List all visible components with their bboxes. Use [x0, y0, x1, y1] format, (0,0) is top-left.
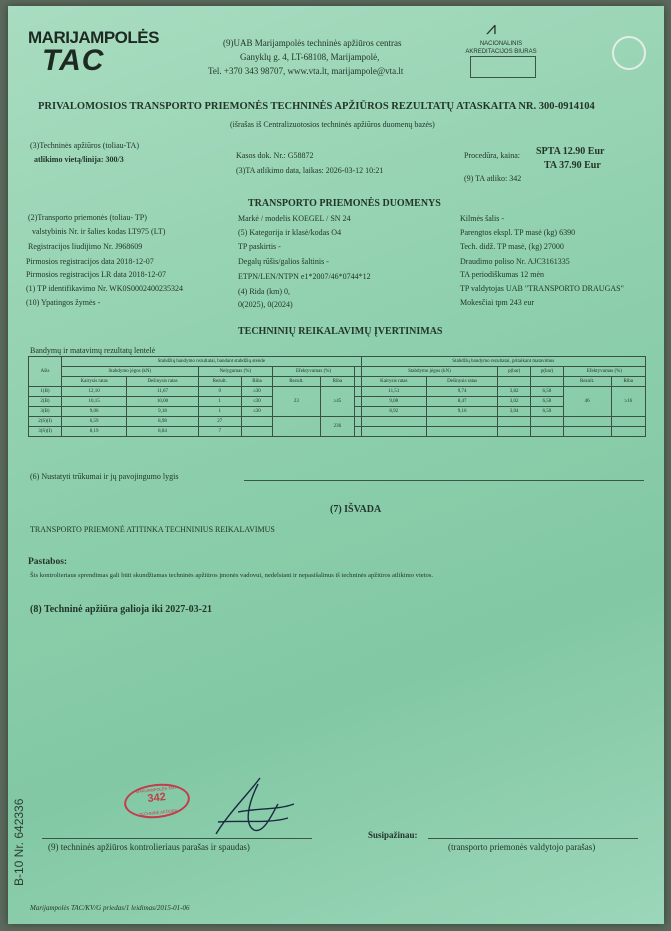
signature-image [208, 774, 298, 844]
col-axis: Ašis [29, 357, 62, 387]
group-parking-brake: Stabdžių bandymo rezultatai, pritaikant matavimus [361, 357, 645, 367]
insurance-policy: Draudimo poliso Nr. AJC3161335 [460, 257, 570, 266]
col-pbar-2: p(bar) [531, 367, 564, 377]
stamp-top-text: MARIJAMPOLĖS TAC [135, 784, 176, 795]
col-left: Kairysis ratas [62, 377, 127, 387]
max-weight: Tech. didž. TP masė, (kg) 27000 [460, 242, 564, 251]
category: (5) Kategorija ir klasė/kodas O4 [238, 228, 342, 237]
watermark-logo-icon [612, 36, 646, 70]
notes-label: Pastabos: [28, 557, 68, 567]
col-fix-result: Rezult. [563, 377, 611, 387]
vehicle-plate: valstybinis Nr. ir šalies kodas LT975 (LT) [32, 227, 166, 236]
col-pbar-4 [531, 377, 564, 387]
mileage-history: 0(2025), 0(2024) [238, 300, 293, 309]
accreditation-name-2: AKREDITACIJOS BIURAS [465, 49, 537, 55]
inspection-period: TA periodiškumas 12 mėn [460, 270, 545, 279]
taxes: Mokesčiai tpm 243 eur [460, 298, 534, 307]
requirements-title: TECHNINIŲ REIKALAVIMŲ ĮVERTINIMAS [238, 326, 443, 337]
origin-country: Kilmės šalis - [460, 214, 504, 223]
controller-signature-line [42, 838, 312, 839]
table-row: 3(B) 9,06 9,18 1 ≤30 8,92 9,16 3,04 6,50 [29, 407, 646, 417]
logo-tac: TAC [42, 44, 105, 77]
conclusion-text: TRANSPORTO PRIEMONĖ ATITINKA TECHNINIUS REIKALAVIMUS [30, 525, 275, 534]
conclusion-title: (7) IŠVADA [330, 504, 382, 515]
price-spta: SPTA 12.90 Eur [536, 146, 605, 157]
col-efficiency: Efektyvumas (%) [273, 367, 355, 377]
col-brake-force-2: Stabdymo jėgos (kN) [361, 367, 498, 377]
vin: (1) TP identifikavimo Nr. WK0S0002400235324 [26, 284, 183, 293]
stamp-number: 342 [146, 791, 167, 805]
inspection-place-value: atlikimo vietą/linija: 300/3 [34, 155, 124, 164]
acknowledged-label: Susipažinau: [368, 830, 418, 840]
table-row: 3(S)(I) 8,19 8,84 7 [29, 427, 646, 437]
accreditation-box [470, 56, 536, 78]
validity: (8) Techninė apžiūra galioja iki 2027-03-21 [30, 604, 212, 615]
col-brake-force: Stabdymo jėgos (kN) [62, 367, 199, 377]
inspection-date: (3)TA atlikimo data, laikas: 2026-03-12 10:21 [236, 166, 384, 175]
org-address: Ganyklų g. 4, LT-68108, Marijampolė, [240, 52, 380, 62]
vehicle-line-1: (2)Transporto priemonės (toliau- TP) [28, 213, 147, 222]
table-caption: Bandymų ir matavimų rezultatų lentelė [30, 346, 156, 355]
col-result: Rezult. [198, 377, 241, 387]
serial-number: B-10 Nr. 642336 [12, 798, 26, 886]
col-efficiency-2: Efektyvumas (%) [563, 367, 645, 377]
report-title: PRIVALOMOSIOS TRANSPORTO PRIEMONĖS TECHNINĖS APŽIŪROS REZULTATŲ ATASKAITA NR. 300-0914104 [38, 101, 595, 112]
inspector-id: (9) TA atliko: 342 [464, 174, 522, 183]
table-row: 2(S)(I) 6,59 8,98 27 236 [29, 417, 646, 427]
inspection-place-label: (3)Techninės apžiūros (toliau-TA) [30, 141, 139, 150]
registration-cert: Registracijos liudijimo Nr. J968609 [28, 242, 143, 251]
mileage-label: (4) Rida (km) 0, [238, 287, 290, 296]
controller-signature-label: (9) techninės apžiūros kontrolieriaus parašas ir spaudas) [48, 842, 250, 852]
stamp-bottom-text: TECHNINĖ APŽIŪRA [138, 807, 178, 817]
col-pbar-1: p(bar) [498, 367, 531, 377]
col-right-2: Dešinysis ratas [426, 377, 497, 387]
fuel-type: Degalų rūšis/galios šaltinis - [238, 257, 329, 266]
org-contacts: Tel. +370 343 98707, www.vta.lt, marijampole@vta.lt [208, 66, 404, 76]
type-approval: ETPN/LEN/NTPN e1*2007/46*0744*12 [238, 272, 371, 281]
inspector-stamp [122, 781, 191, 822]
first-registration-lt: Pirmosios registracijos LR data 2018-12-07 [26, 270, 166, 279]
cash-doc: Kasos dok. Nr.: G58872 [236, 151, 314, 160]
col-eff-result: Rezult. [273, 377, 321, 387]
curb-weight: Parengtos ekspl. TP masė (kg) 6390 [460, 228, 576, 237]
brake-test-table [28, 356, 646, 437]
make-model: Markė / modelis KOEGEL / SN 24 [238, 214, 351, 223]
group-service-brake: Stabdžių bandymo rezultatai, bandant stabdžių stende [62, 357, 362, 367]
price-label: Procedūra, kaina: [464, 151, 520, 160]
table-row: 1(B) 12,10 11,67 9 ≤30 23 ≥45 11,51 9,74 3,82 6,50 46 ≥16 [29, 387, 646, 397]
logo-city: MARIJAMPOLĖS [28, 28, 159, 47]
special-marks: (10) Ypatingos žymės - [26, 298, 101, 307]
report-subtitle: (išrašas iš Centralizuotosios techninės apžiūros duomenų bazės) [230, 120, 435, 129]
owner-signature-label: (transporto priemonės valdytojo parašas) [448, 842, 596, 852]
accreditation-logo-icon: ⩘ [486, 18, 497, 38]
col-pbar-3 [498, 377, 531, 387]
vehicle-section-title: TRANSPORTO PRIEMONĖS DUOMENYS [248, 198, 441, 209]
defects-line [244, 480, 644, 481]
col-right: Dešinysis ratas [127, 377, 198, 387]
form-footer: Marijampolės TAC/KV/G priedas/1 leidimas/2015-01-06 [30, 904, 190, 912]
price-ta: TA 37.90 Eur [544, 160, 601, 171]
inspection-report-sheet [8, 6, 664, 924]
org-name: (9)UAB Marijampolės techninės apžiūros centras [223, 38, 402, 48]
purpose: TP paskirtis - [238, 242, 281, 251]
notes-text: Šis kontrolieriaus sprendimas gali būti skundžiamas techninės apžiūros įmonės vadovui, nedelsiant ir nepasišalinus iš techninės apžiūros atlikimo vietos. [30, 572, 434, 579]
vehicle-owner: TP valdytojas UAB "TRANSPORTO DRAUGAS" [460, 284, 624, 293]
col-limit: Riba [241, 377, 272, 387]
col-eff-limit: Riba [320, 377, 354, 387]
table-row: 2(B) 10,15 10,00 1 ≤30 9,08 8,47 3,02 6,50 [29, 397, 646, 407]
col-fix-limit: Riba [611, 377, 645, 387]
first-registration: Pirmosios registracijos data 2018-12-07 [26, 257, 154, 266]
col-left-2: Kairysis ratas [361, 377, 426, 387]
accreditation-name-1: NACIONALINIS [479, 41, 523, 47]
col-imbalance: Nelygumas (%) [198, 367, 272, 377]
owner-signature-line [428, 838, 638, 839]
defects-label: (6) Nustatyti trūkumai ir jų pavojingumo lygis [30, 472, 179, 481]
